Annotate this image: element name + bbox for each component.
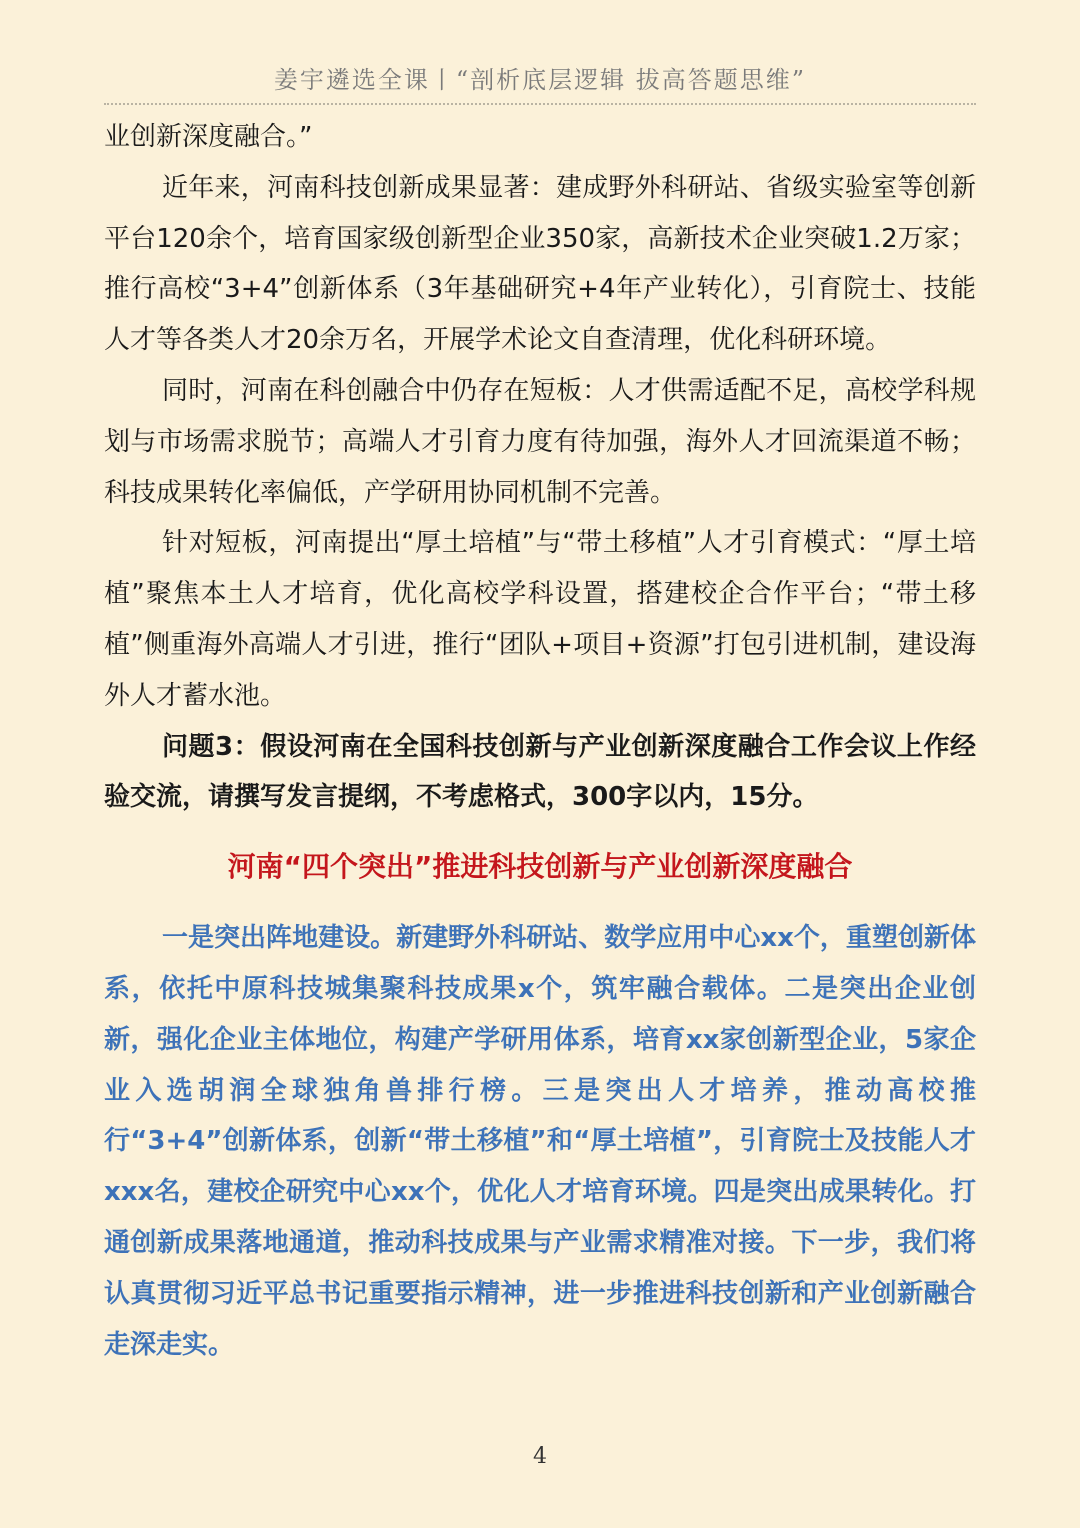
page-number: 4 <box>533 1444 547 1469</box>
document-body <box>104 112 976 1370</box>
paragraph-achievements: 近年来，河南科技创新成果显著：建成野外科研站、省级实验室等创新平台120余个，培育国家级创新型企业350家，高新技术企业突破1.2万家；推行高校“3+4”创新体系（3年基础研究+4年产业转化），引育院士、技能人才等各类人才20余万名，开展学术论文自查清理，优化科研环境。 <box>104 172 976 356</box>
answer-title: 河南“四个突出”推进科技创新与产业创新深度融合 <box>227 850 853 884</box>
question-3: 问题3：假设河南在全国科技创新与产业创新深度融合工作会议上作经验交流，请撰写发言提纲，不考虑格式，300字以内，15分。 <box>104 731 976 813</box>
paragraph-talent-model: 针对短板，河南提出“厚土培植”与“带土移植”人才引育模式：“厚土培植”聚焦本土人才培育，优化高校学科设置，搭建校企合作平台；“带土移植”侧重海外高端人才引进，推行“团队+项目+资源”打包引进机制，建设海外人才蓄水池。 <box>104 528 976 711</box>
paragraph-shortcomings: 同时，河南在科创融合中仍存在短板：人才供需适配不足，高校学科规划与市场需求脱节；高端人才引育力度有待加强，海外人才回流渠道不畅；科技成果转化率偏低，产学研用协同机制不完善。 <box>104 375 976 508</box>
paragraph-continued: 业创新深度融合。” <box>104 122 313 152</box>
header-divider <box>104 103 976 105</box>
answer-text: 一是突出阵地建设。新建野外科研站、数学应用中心xx个，重塑创新体系，依托中原科技城集聚科技成果x个，筑牢融合载体。二是突出企业创新，强化企业主体地位，构建产学研用体系，培育xx家创新型企业，5家企业入选胡润全球独角兽排行榜。三是突出人才培养，推动高校推行“3+4”创新体系，创新“带土移植”和“厚土培植”，引育院士及技能人才xxx名，建校企研究中心xx个，优化人才培育环境。四是突出成果转化。打通创新成果落地通道，推动科技成果与产业需求精准对接。下一步，我们将认真贯彻习近平总书记重要指示精神，进一步推进科技创新和产业创新融合走深走实。 <box>104 923 976 1360</box>
page-header: 姜宇遴选全课丨“剖析底层逻辑 拔高答题思维” <box>273 66 807 94</box>
